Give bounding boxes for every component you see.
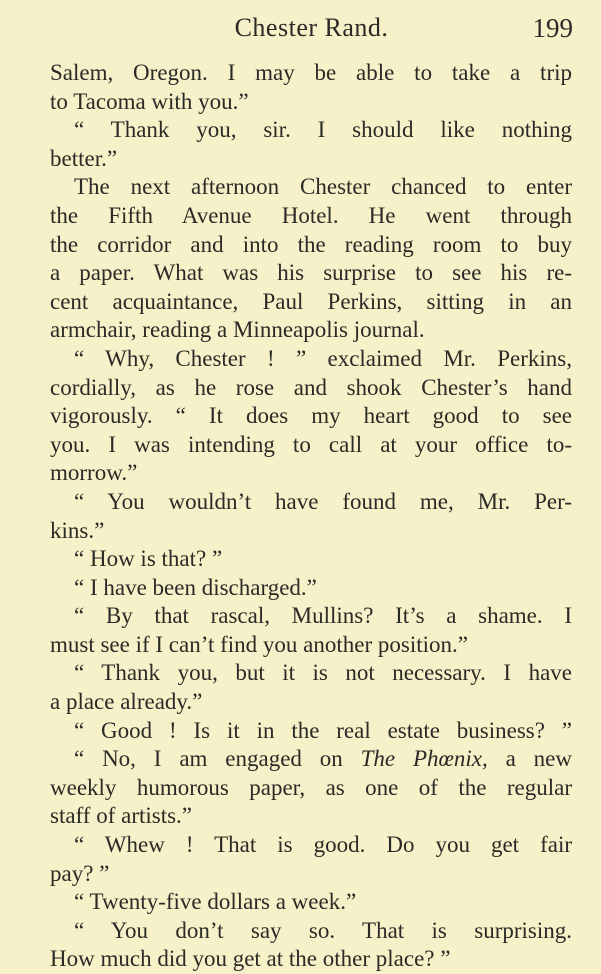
text-line: cordially, as he rose and shook Chester’s hand bbox=[50, 374, 572, 400]
running-title: Chester Rand. bbox=[234, 13, 389, 42]
text-line: better.” bbox=[50, 145, 118, 171]
text-line: “ I have been discharged.” bbox=[74, 574, 317, 600]
text-line: pay? ” bbox=[50, 860, 110, 886]
page-number: 199 bbox=[532, 13, 573, 43]
text-line: “ Whew ! That is good. Do you get fair bbox=[74, 832, 572, 858]
text-line: the Fifth Avenue Hotel. He went through bbox=[50, 202, 572, 228]
text-line: The next afternoon Chester chanced to enter bbox=[74, 174, 572, 200]
text-line: a paper. What was his surprise to see his re- bbox=[50, 260, 572, 286]
running-head bbox=[50, 8, 573, 48]
text-line: “ You don’t say so. That is surprising. bbox=[74, 917, 572, 943]
text-segment: a new bbox=[487, 746, 572, 772]
text-line: morrow.” bbox=[50, 460, 138, 486]
text-line: you. I was intending to call at your office to- bbox=[50, 431, 572, 457]
text-line: cent acquaintance, Paul Perkins, sitting in an bbox=[50, 288, 572, 314]
periodical-title: The Phœnix, bbox=[360, 746, 488, 772]
text-line bbox=[50, 745, 572, 774]
body-text bbox=[50, 59, 572, 974]
text-line: must see if I can’t find you another position.” bbox=[50, 631, 468, 657]
text-line: weekly humorous paper, as one of the regular bbox=[50, 774, 572, 800]
text-line: a place already.” bbox=[50, 689, 203, 715]
text-line: kins.” bbox=[50, 517, 105, 543]
text-line: the corridor and into the reading room to buy bbox=[50, 231, 572, 257]
text-line: “ Twenty-five dollars a week.” bbox=[74, 889, 357, 915]
text-line: Salem, Oregon. I may be able to take a trip bbox=[50, 60, 572, 85]
text-line: “ Good ! Is it in the real estate business? ” bbox=[74, 717, 572, 743]
text-line: staff of artists.” bbox=[50, 803, 193, 829]
text-line: “ Thank you, sir. I should like nothing bbox=[74, 117, 572, 143]
text-line: armchair, reading a Minneapolis journal. bbox=[50, 317, 425, 343]
text-line: “ By that rascal, Mullins? It’s a shame. I bbox=[74, 603, 572, 629]
text-line: “ You wouldn’t have found me, Mr. Per- bbox=[74, 488, 572, 514]
text-line: vigorously. “ It does my heart good to see bbox=[50, 403, 572, 429]
text-line: “ Why, Chester ! ” exclaimed Mr. Perkins, bbox=[74, 345, 572, 371]
text-line: “ How is that? ” bbox=[74, 546, 223, 572]
text-line: to Tacoma with you.” bbox=[50, 88, 249, 114]
text-line: “ Thank you, but it is not necessary. I have bbox=[74, 660, 572, 686]
text-segment: “ No, I am engaged on bbox=[74, 746, 361, 772]
text-line: How much did you get at the other place? ” bbox=[50, 946, 451, 972]
